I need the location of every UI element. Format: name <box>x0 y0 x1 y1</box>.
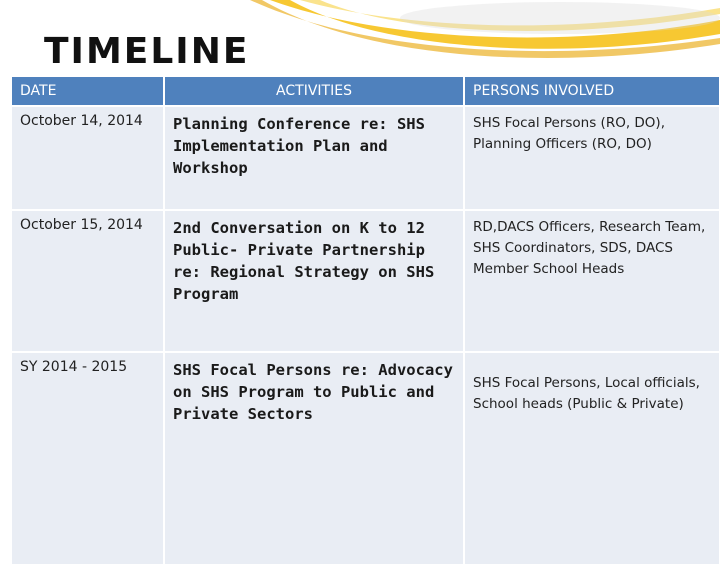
date-cell: October 15, 2014 <box>12 210 164 352</box>
persons-cell: RD,DACS Officers, Research Team, SHS Coordinators, SDS, DACS Member School Heads <box>464 210 720 352</box>
date-cell: SY 2014 - 2015 <box>12 352 164 564</box>
activity-cell: SHS Focal Persons re: Advocacy on SHS Program to Public and Private Sectors <box>164 352 464 564</box>
column-header-activities: ACTIVITIES <box>164 77 464 106</box>
column-header-persons-involved: PERSONS INVOLVED <box>464 77 720 106</box>
date-cell: October 14, 2014 <box>12 106 164 210</box>
table-row <box>12 352 720 564</box>
timeline-table <box>12 77 720 564</box>
slide-title: TIMELINE <box>44 31 250 72</box>
table-header-row <box>12 77 720 106</box>
column-header-date: DATE <box>12 77 164 106</box>
activity-cell: 2nd Conversation on K to 12 Public- Private Partnership re: Regional Strategy on SHS Program <box>164 210 464 352</box>
persons-cell: SHS Focal Persons, Local officials, School heads (Public & Private) <box>464 352 720 564</box>
persons-cell: SHS Focal Persons (RO, DO), Planning Officers (RO, DO) <box>464 106 720 210</box>
table-row <box>12 106 720 210</box>
activity-cell: Planning Conference re: SHS Implementation Plan and Workshop <box>164 106 464 210</box>
table-row <box>12 210 720 352</box>
